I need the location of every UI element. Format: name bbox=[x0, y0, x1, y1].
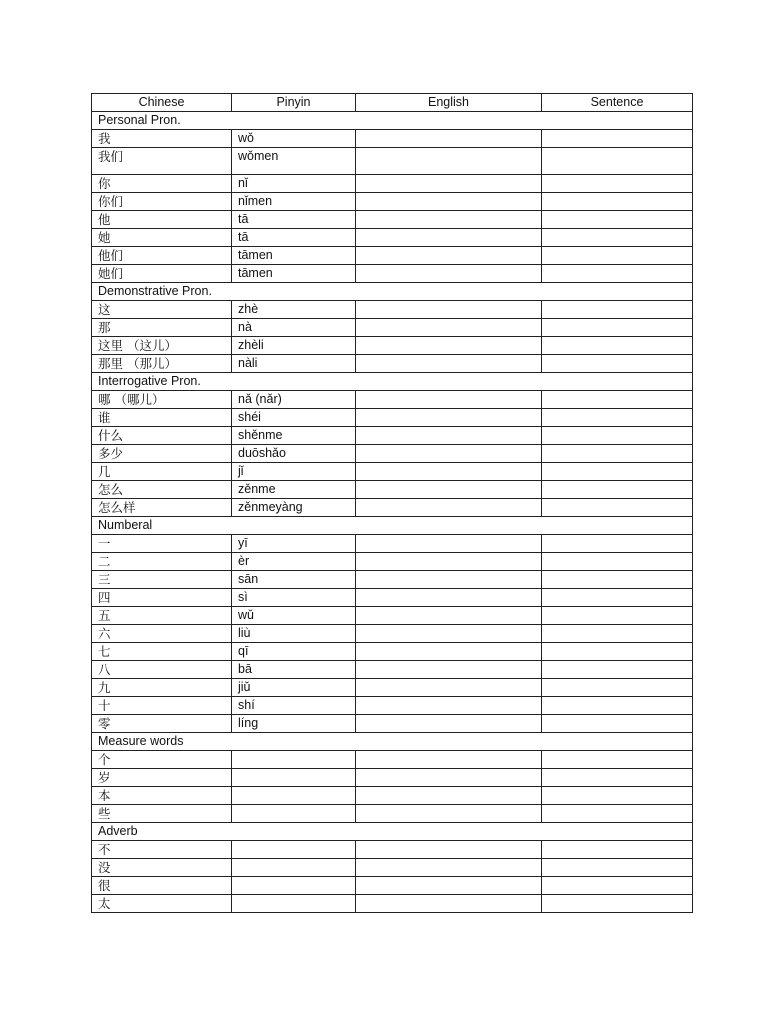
table-row bbox=[92, 463, 693, 481]
cell-english bbox=[356, 625, 542, 643]
cell-pinyin: tāmen bbox=[232, 265, 356, 283]
cell-sentence bbox=[542, 787, 693, 805]
cell-english bbox=[356, 499, 542, 517]
table-row bbox=[92, 130, 693, 148]
table-row bbox=[92, 301, 693, 319]
cell-sentence bbox=[542, 445, 693, 463]
cell-pinyin: nà bbox=[232, 319, 356, 337]
section-title: Demonstrative Pron. bbox=[92, 283, 693, 301]
table-row bbox=[92, 751, 693, 769]
table-row bbox=[92, 229, 693, 247]
cell-english bbox=[356, 481, 542, 499]
table-row bbox=[92, 571, 693, 589]
cell-pinyin bbox=[232, 841, 356, 859]
cell-pinyin bbox=[232, 787, 356, 805]
cell-chinese: 谁 bbox=[92, 409, 232, 427]
cell-chinese: 你 bbox=[92, 175, 232, 193]
cell-chinese: 你们 bbox=[92, 193, 232, 211]
table-row bbox=[92, 445, 693, 463]
table-row bbox=[92, 481, 693, 499]
cell-sentence bbox=[542, 409, 693, 427]
cell-chinese: 那里 （那儿） bbox=[92, 355, 232, 373]
cell-sentence bbox=[542, 247, 693, 265]
cell-english bbox=[356, 130, 542, 148]
cell-english bbox=[356, 859, 542, 877]
header-pinyin: Pinyin bbox=[232, 94, 356, 112]
cell-english bbox=[356, 301, 542, 319]
table-row bbox=[92, 805, 693, 823]
cell-chinese: 二 bbox=[92, 553, 232, 571]
cell-english bbox=[356, 787, 542, 805]
section-title: Personal Pron. bbox=[92, 112, 693, 130]
cell-chinese: 十 bbox=[92, 697, 232, 715]
cell-pinyin: shí bbox=[232, 697, 356, 715]
cell-sentence bbox=[542, 355, 693, 373]
table-row bbox=[92, 553, 693, 571]
cell-pinyin: sì bbox=[232, 589, 356, 607]
cell-sentence bbox=[542, 481, 693, 499]
cell-chinese: 她们 bbox=[92, 265, 232, 283]
table-row bbox=[92, 679, 693, 697]
cell-english bbox=[356, 661, 542, 679]
cell-sentence bbox=[542, 715, 693, 733]
section-title: Measure words bbox=[92, 733, 693, 751]
cell-chinese: 八 bbox=[92, 661, 232, 679]
cell-english bbox=[356, 535, 542, 553]
cell-sentence bbox=[542, 805, 693, 823]
cell-english bbox=[356, 697, 542, 715]
cell-sentence bbox=[542, 535, 693, 553]
cell-sentence bbox=[542, 895, 693, 913]
cell-chinese: 九 bbox=[92, 679, 232, 697]
section-row bbox=[92, 373, 693, 391]
cell-sentence bbox=[542, 175, 693, 193]
cell-pinyin: tāmen bbox=[232, 247, 356, 265]
cell-pinyin: nàli bbox=[232, 355, 356, 373]
cell-english bbox=[356, 391, 542, 409]
cell-chinese: 哪 （哪儿） bbox=[92, 391, 232, 409]
section-title: Numberal bbox=[92, 517, 693, 535]
cell-english bbox=[356, 247, 542, 265]
cell-chinese: 没 bbox=[92, 859, 232, 877]
table-row bbox=[92, 535, 693, 553]
cell-chinese: 岁 bbox=[92, 769, 232, 787]
cell-english bbox=[356, 679, 542, 697]
cell-pinyin bbox=[232, 895, 356, 913]
cell-pinyin: wǔ bbox=[232, 607, 356, 625]
cell-pinyin: shéi bbox=[232, 409, 356, 427]
cell-sentence bbox=[542, 229, 693, 247]
cell-pinyin bbox=[232, 751, 356, 769]
table-row bbox=[92, 589, 693, 607]
section-row bbox=[92, 823, 693, 841]
cell-chinese: 怎么样 bbox=[92, 499, 232, 517]
cell-sentence bbox=[542, 193, 693, 211]
cell-chinese: 几 bbox=[92, 463, 232, 481]
cell-english bbox=[356, 895, 542, 913]
cell-chinese: 我们 bbox=[92, 148, 232, 175]
cell-pinyin: èr bbox=[232, 553, 356, 571]
cell-pinyin: nǐ bbox=[232, 175, 356, 193]
table-row bbox=[92, 643, 693, 661]
cell-sentence bbox=[542, 319, 693, 337]
cell-chinese: 多少 bbox=[92, 445, 232, 463]
cell-chinese: 七 bbox=[92, 643, 232, 661]
cell-pinyin: sān bbox=[232, 571, 356, 589]
cell-english bbox=[356, 148, 542, 175]
cell-english bbox=[356, 445, 542, 463]
table-body bbox=[92, 112, 693, 913]
cell-english bbox=[356, 715, 542, 733]
cell-sentence bbox=[542, 265, 693, 283]
table-row bbox=[92, 607, 693, 625]
table-row bbox=[92, 409, 693, 427]
cell-pinyin: duōshǎo bbox=[232, 445, 356, 463]
table-row bbox=[92, 175, 693, 193]
cell-pinyin: zěnmeyàng bbox=[232, 499, 356, 517]
cell-chinese: 些 bbox=[92, 805, 232, 823]
cell-chinese: 这 bbox=[92, 301, 232, 319]
section-title: Interrogative Pron. bbox=[92, 373, 693, 391]
cell-sentence bbox=[542, 427, 693, 445]
cell-chinese: 五 bbox=[92, 607, 232, 625]
table-row bbox=[92, 769, 693, 787]
cell-chinese: 我 bbox=[92, 130, 232, 148]
cell-sentence bbox=[542, 211, 693, 229]
cell-english bbox=[356, 355, 542, 373]
cell-chinese: 一 bbox=[92, 535, 232, 553]
cell-sentence bbox=[542, 391, 693, 409]
header-english: English bbox=[356, 94, 542, 112]
cell-sentence bbox=[542, 643, 693, 661]
cell-english bbox=[356, 805, 542, 823]
cell-sentence bbox=[542, 769, 693, 787]
cell-chinese: 他 bbox=[92, 211, 232, 229]
cell-english bbox=[356, 463, 542, 481]
table-row bbox=[92, 841, 693, 859]
table-row bbox=[92, 211, 693, 229]
cell-pinyin: bā bbox=[232, 661, 356, 679]
table-row bbox=[92, 859, 693, 877]
table-row bbox=[92, 787, 693, 805]
cell-english bbox=[356, 607, 542, 625]
cell-pinyin bbox=[232, 805, 356, 823]
cell-chinese: 六 bbox=[92, 625, 232, 643]
table-row bbox=[92, 895, 693, 913]
cell-chinese: 很 bbox=[92, 877, 232, 895]
cell-pinyin: nǎ (nǎr) bbox=[232, 391, 356, 409]
table-row bbox=[92, 877, 693, 895]
cell-english bbox=[356, 769, 542, 787]
section-row bbox=[92, 733, 693, 751]
cell-pinyin: jiǔ bbox=[232, 679, 356, 697]
table-row bbox=[92, 499, 693, 517]
table-row bbox=[92, 355, 693, 373]
cell-pinyin bbox=[232, 877, 356, 895]
cell-sentence bbox=[542, 697, 693, 715]
table-row bbox=[92, 427, 693, 445]
cell-pinyin: nǐmen bbox=[232, 193, 356, 211]
cell-english bbox=[356, 229, 542, 247]
table-row bbox=[92, 391, 693, 409]
cell-pinyin: zhè bbox=[232, 301, 356, 319]
cell-english bbox=[356, 751, 542, 769]
header-row bbox=[92, 94, 693, 112]
section-row bbox=[92, 517, 693, 535]
cell-chinese: 零 bbox=[92, 715, 232, 733]
cell-chinese: 这里 （这儿） bbox=[92, 337, 232, 355]
cell-pinyin: wǒ bbox=[232, 130, 356, 148]
cell-chinese: 三 bbox=[92, 571, 232, 589]
cell-english bbox=[356, 589, 542, 607]
cell-sentence bbox=[542, 661, 693, 679]
cell-english bbox=[356, 571, 542, 589]
table-row bbox=[92, 193, 693, 211]
table-row bbox=[92, 319, 693, 337]
cell-pinyin: zhèli bbox=[232, 337, 356, 355]
cell-sentence bbox=[542, 148, 693, 175]
cell-pinyin: qī bbox=[232, 643, 356, 661]
cell-chinese: 本 bbox=[92, 787, 232, 805]
cell-english bbox=[356, 265, 542, 283]
table-row bbox=[92, 715, 693, 733]
cell-sentence bbox=[542, 625, 693, 643]
table-row bbox=[92, 697, 693, 715]
cell-chinese: 什么 bbox=[92, 427, 232, 445]
cell-english bbox=[356, 211, 542, 229]
cell-sentence bbox=[542, 337, 693, 355]
cell-english bbox=[356, 553, 542, 571]
cell-english bbox=[356, 319, 542, 337]
cell-sentence bbox=[542, 553, 693, 571]
cell-chinese: 个 bbox=[92, 751, 232, 769]
section-title: Adverb bbox=[92, 823, 693, 841]
cell-pinyin: líng bbox=[232, 715, 356, 733]
cell-chinese: 她 bbox=[92, 229, 232, 247]
cell-pinyin: tā bbox=[232, 211, 356, 229]
cell-chinese: 不 bbox=[92, 841, 232, 859]
cell-english bbox=[356, 175, 542, 193]
vocabulary-table bbox=[91, 93, 693, 913]
cell-english bbox=[356, 643, 542, 661]
cell-pinyin: zěnme bbox=[232, 481, 356, 499]
cell-english bbox=[356, 877, 542, 895]
cell-sentence bbox=[542, 571, 693, 589]
header-chinese: Chinese bbox=[92, 94, 232, 112]
table-row bbox=[92, 337, 693, 355]
cell-pinyin: jǐ bbox=[232, 463, 356, 481]
table-row bbox=[92, 265, 693, 283]
table-row bbox=[92, 625, 693, 643]
cell-pinyin: wǒmen bbox=[232, 148, 356, 175]
cell-sentence bbox=[542, 589, 693, 607]
cell-english bbox=[356, 337, 542, 355]
table-row bbox=[92, 148, 693, 175]
cell-english bbox=[356, 841, 542, 859]
cell-sentence bbox=[542, 841, 693, 859]
section-row bbox=[92, 112, 693, 130]
cell-pinyin bbox=[232, 769, 356, 787]
cell-chinese: 太 bbox=[92, 895, 232, 913]
cell-sentence bbox=[542, 751, 693, 769]
cell-english bbox=[356, 427, 542, 445]
cell-sentence bbox=[542, 859, 693, 877]
cell-sentence bbox=[542, 463, 693, 481]
cell-pinyin: yī bbox=[232, 535, 356, 553]
cell-sentence bbox=[542, 301, 693, 319]
cell-chinese: 怎么 bbox=[92, 481, 232, 499]
cell-sentence bbox=[542, 877, 693, 895]
table-row bbox=[92, 247, 693, 265]
cell-pinyin: shěnme bbox=[232, 427, 356, 445]
cell-chinese: 那 bbox=[92, 319, 232, 337]
section-row bbox=[92, 283, 693, 301]
cell-sentence bbox=[542, 607, 693, 625]
header-sentence: Sentence bbox=[542, 94, 693, 112]
cell-english bbox=[356, 409, 542, 427]
cell-english bbox=[356, 193, 542, 211]
cell-sentence bbox=[542, 679, 693, 697]
cell-pinyin bbox=[232, 859, 356, 877]
cell-chinese: 四 bbox=[92, 589, 232, 607]
cell-sentence bbox=[542, 130, 693, 148]
cell-sentence bbox=[542, 499, 693, 517]
cell-pinyin: liù bbox=[232, 625, 356, 643]
cell-pinyin: tā bbox=[232, 229, 356, 247]
cell-chinese: 他们 bbox=[92, 247, 232, 265]
table-row bbox=[92, 661, 693, 679]
